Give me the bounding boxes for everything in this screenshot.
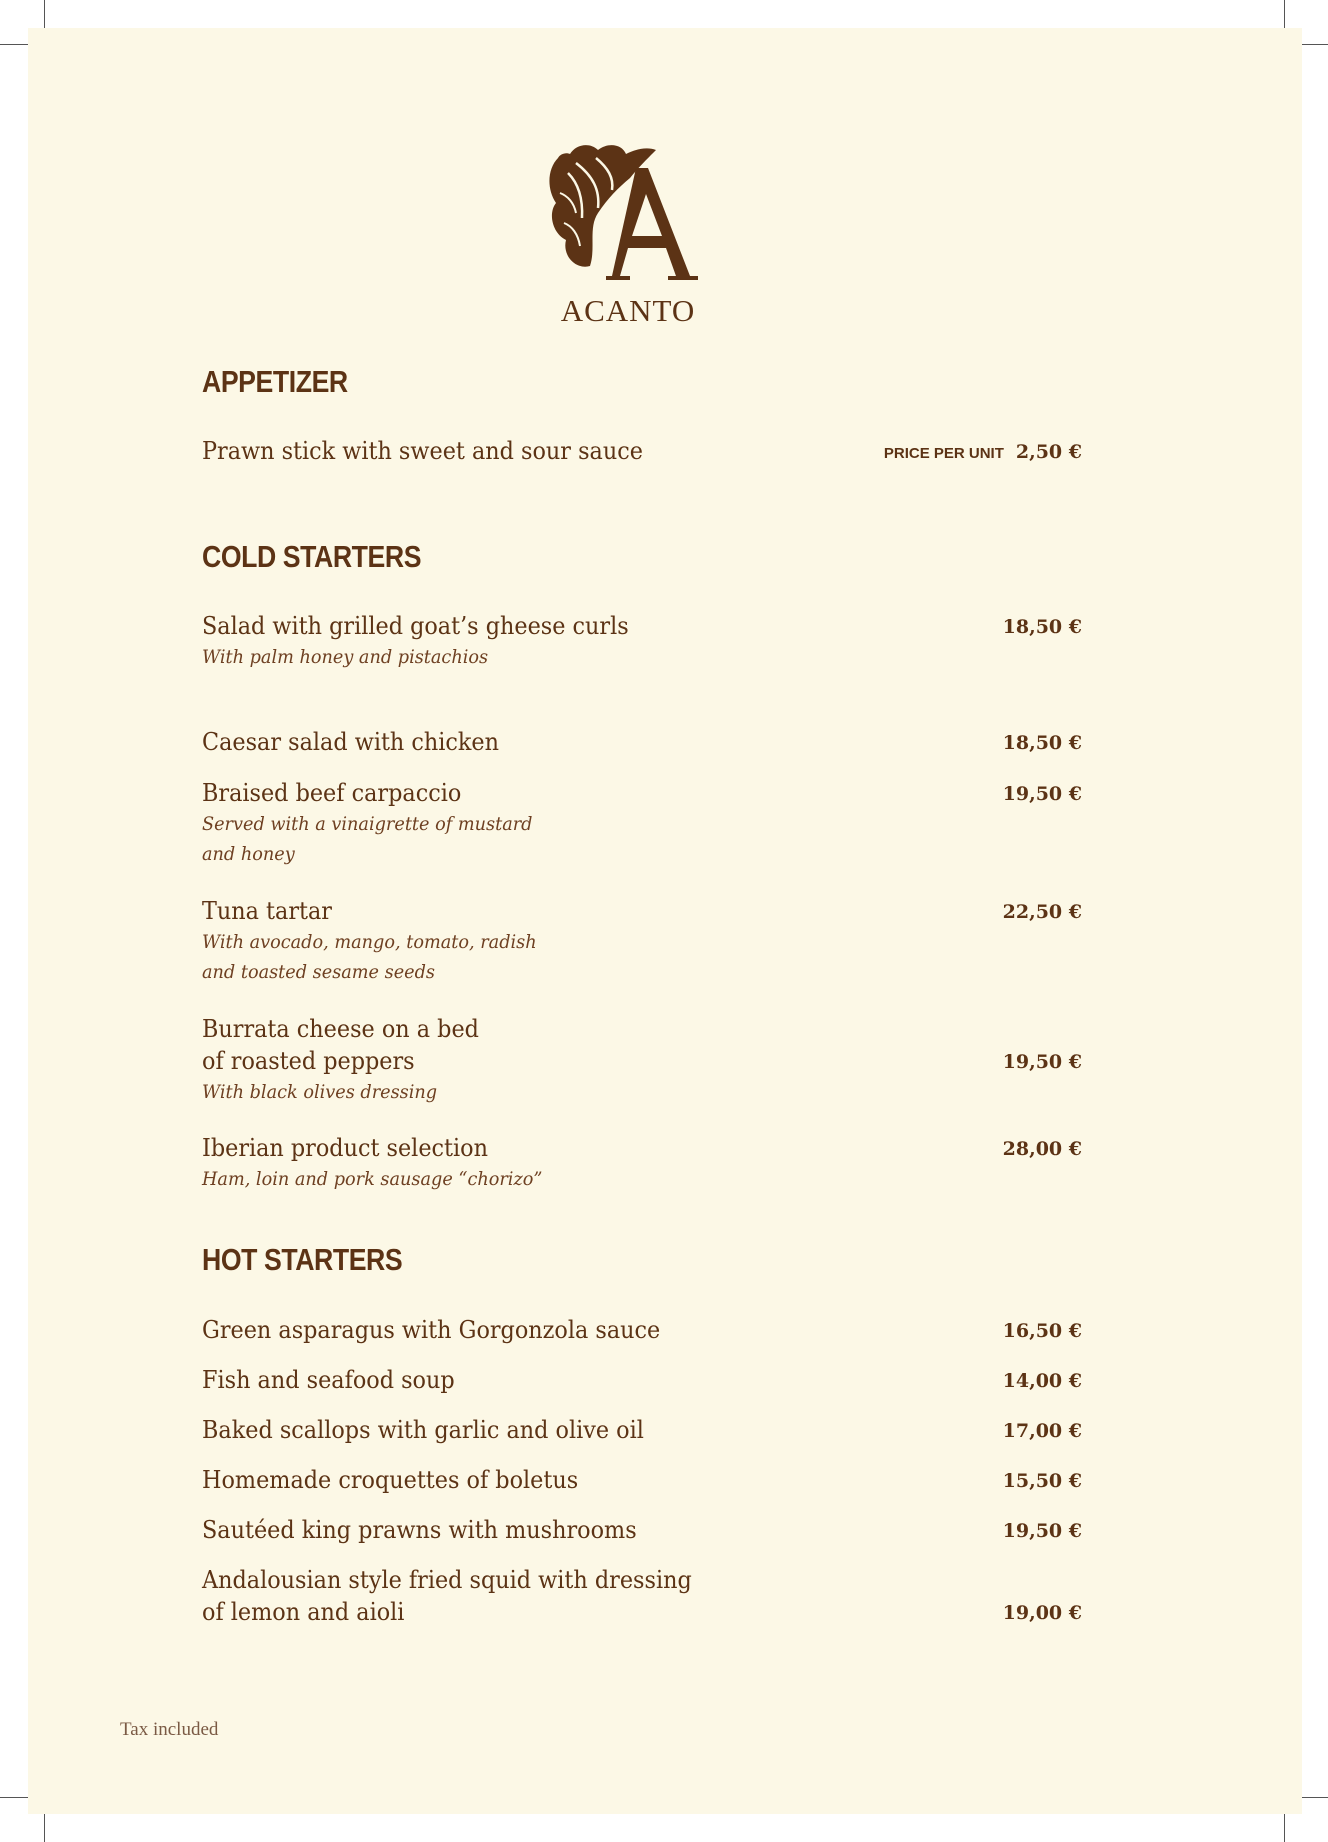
item-name: Caesar salad with chicken	[202, 728, 500, 756]
item-description: With palm honey and pistachios	[202, 646, 489, 668]
menu-page	[28, 28, 1302, 1814]
item-price: 14,00 €	[1002, 1370, 1082, 1392]
menu-item	[202, 610, 1082, 672]
item-price: 18,50 €	[1002, 616, 1082, 638]
item-name: Braised beef carpaccio	[202, 779, 462, 807]
crop-mark	[1298, 44, 1328, 45]
item-price: 19,50 €	[1002, 1520, 1082, 1542]
item-name: Sautéed king prawns with mushrooms	[202, 1516, 637, 1544]
menu-item	[202, 1364, 1082, 1396]
item-price: 19,50 €	[1002, 1051, 1082, 1073]
item-name: Fish and seafood soup	[202, 1366, 455, 1394]
item-description-line: Served with a vinaigrette of mustard	[202, 813, 533, 835]
item-description-line: and toasted sesame seeds	[202, 961, 435, 983]
section-title-cold-starters: COLD STARTERS	[202, 539, 422, 574]
item-name: Iberian product selection	[202, 1134, 488, 1162]
menu-item	[202, 1464, 1082, 1496]
section-title-hot-starters: HOT STARTERS	[202, 1242, 403, 1277]
menu-item	[202, 1514, 1082, 1546]
crop-mark	[1284, 0, 1285, 30]
crop-mark	[0, 44, 30, 45]
item-price: 22,50 €	[1002, 901, 1082, 923]
item-price: 28,00 €	[1002, 1138, 1082, 1160]
menu-item	[202, 435, 1082, 467]
item-name: Prawn stick with sweet and sour sauce	[202, 437, 643, 465]
crop-mark	[1298, 1797, 1328, 1798]
item-name-line: of roasted peppers	[202, 1047, 415, 1075]
menu-item	[202, 1013, 1082, 1107]
item-price: 19,00 €	[1002, 1602, 1082, 1624]
menu-item	[202, 1414, 1082, 1446]
item-description: With black olives dressing	[202, 1081, 438, 1103]
item-name: Homemade croquettes of boletus	[202, 1466, 579, 1494]
menu-item	[202, 726, 1082, 758]
item-price	[884, 441, 1082, 463]
acanto-leaf-icon	[538, 128, 718, 288]
item-price: 16,50 €	[1002, 1320, 1082, 1342]
item-name: Green asparagus with Gorgonzola sauce	[202, 1316, 661, 1344]
item-name-line: Andalousian style fried squid with dressing	[202, 1566, 692, 1594]
item-name: Salad with grilled goat’s gheese curls	[202, 612, 629, 640]
brand-name: ACANTO	[560, 293, 696, 328]
section-title-appetizer: APPETIZER	[202, 364, 348, 399]
menu-item	[202, 895, 1082, 987]
item-price: 17,00 €	[1002, 1420, 1082, 1442]
item-name-line: Burrata cheese on a bed	[202, 1015, 479, 1043]
menu-item	[202, 1314, 1082, 1346]
price-per-unit-label: PRICE PER UNIT	[883, 445, 1004, 462]
acanto-logo	[538, 128, 718, 328]
price-value: 2,50 €	[1015, 441, 1082, 463]
item-description-line: and honey	[202, 843, 295, 865]
item-name: Tuna tartar	[202, 897, 332, 925]
item-name-line: of lemon and aioli	[202, 1598, 405, 1626]
item-price: 18,50 €	[1002, 732, 1082, 754]
menu-item	[202, 1132, 1082, 1194]
crop-mark	[44, 1812, 45, 1842]
crop-mark	[44, 0, 45, 30]
item-description: Ham, loin and pork sausage “chorizo”	[202, 1168, 543, 1190]
item-price: 15,50 €	[1002, 1470, 1082, 1492]
item-description-line: With avocado, mango, tomato, radish	[202, 931, 537, 953]
crop-mark	[0, 1797, 30, 1798]
menu-item	[202, 1564, 1082, 1628]
item-name: Baked scallops with garlic and olive oil	[202, 1416, 644, 1444]
menu-item	[202, 777, 1082, 869]
item-price: 19,50 €	[1002, 783, 1082, 805]
crop-mark	[1284, 1812, 1285, 1842]
tax-note: Tax included	[120, 1719, 219, 1740]
